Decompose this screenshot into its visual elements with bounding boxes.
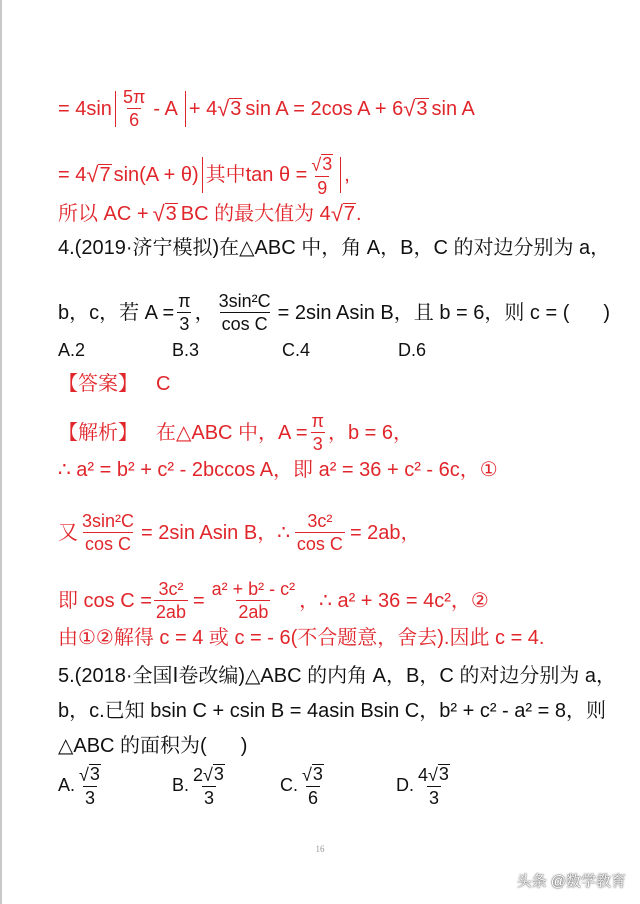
option-fraction xyxy=(77,764,103,807)
eq2-post: 其中tan θ = xyxy=(205,164,308,187)
option-label: C. xyxy=(280,775,298,796)
analysis-line-3 xyxy=(58,512,624,553)
analysis-line-1 xyxy=(58,412,624,453)
question-5-line-3 xyxy=(58,732,624,760)
option-d xyxy=(396,764,454,807)
conclusion-line xyxy=(58,200,624,228)
q4-l2-post: = 2sin Asin B，且 b = 6，则 c = ( xyxy=(277,301,570,324)
fraction-pi-3 xyxy=(176,292,192,333)
eq1-post2: sin A = 2cos A + 6 xyxy=(245,97,404,120)
fraction-denominator: 3 xyxy=(312,434,323,454)
question-5-text-2: b，c.已知 bsin C + csin B = 4asin Bsin C，b² + c² - a² = 8，则 xyxy=(58,700,606,722)
eq1-post3: sin A xyxy=(431,97,475,120)
concl-pre: 所以 AC + xyxy=(58,203,149,225)
analysis-line-4 xyxy=(58,580,624,621)
analysis-l3-mid: = 2sin Asin B，∴ xyxy=(141,521,290,544)
fraction-numerator: √ 3 xyxy=(311,154,333,175)
question-4-text: 4.(2019·济宁模拟)在△ABC 中，角 A，B，C 的对边分别为 a， xyxy=(58,237,611,259)
fraction-numerator: √ 3 xyxy=(302,764,323,785)
sqrt-3: √ 3 xyxy=(152,201,177,226)
fraction-denominator: cos C xyxy=(296,534,343,554)
paren-bar-left xyxy=(202,157,203,193)
eq2-mid: sin(A + θ) xyxy=(113,164,199,187)
fraction-denominator: cos C xyxy=(221,314,268,334)
sqrt-7: √ 7 xyxy=(86,162,111,188)
question-4-options xyxy=(58,337,618,363)
analysis-l3-post: = 2ab， xyxy=(349,521,421,544)
fraction-3sin2c-cosc xyxy=(80,512,136,553)
eq1-pre: = 4sin xyxy=(58,97,112,120)
equation-line-1 xyxy=(58,88,624,129)
q4-comma: ， xyxy=(194,301,215,324)
fraction-5pi-6 xyxy=(121,88,147,129)
paren-bar-right xyxy=(340,157,341,193)
sqrt-radicand: 3 xyxy=(165,203,177,225)
fraction-3sin2c-cosc xyxy=(217,292,273,333)
fraction-denominator: 2ab xyxy=(238,602,269,622)
fraction-denominator: 3 xyxy=(428,787,439,808)
option-a xyxy=(58,764,105,807)
fraction-numerator: π xyxy=(311,411,324,431)
option-d: D.6 xyxy=(398,340,427,360)
question-5-line-2 xyxy=(58,697,624,725)
option-b xyxy=(172,764,229,807)
sqrt-radicand: 3 xyxy=(213,764,224,784)
q5-close-paren: ) xyxy=(240,735,248,757)
sqrt-7: √ 7 xyxy=(330,201,356,226)
option-label: D. xyxy=(396,775,414,796)
analysis-l2: ∴ a² = b² + c² - 2bccos A，即 a² = 36 + c² - 6c，① xyxy=(58,459,498,481)
sqrt-radicand: 7 xyxy=(343,203,356,225)
analysis-l4-eq: = xyxy=(192,589,205,612)
answer-label: 【答案】 xyxy=(58,373,138,395)
fraction-numerator: 3c² xyxy=(158,579,184,599)
sqrt-3: √ 3 xyxy=(217,95,242,121)
eq1-mid: - A xyxy=(153,97,178,120)
concl-mid: BC 的最大值为 4 xyxy=(180,203,331,225)
analysis-label: 【解析】 xyxy=(58,421,138,444)
analysis-l3-pre: 又 xyxy=(58,521,78,544)
question-5-line-1 xyxy=(58,662,624,690)
fraction-denominator: 2ab xyxy=(155,602,186,622)
fraction-denominator: 9 xyxy=(317,177,328,198)
option-c xyxy=(280,764,328,807)
fraction-denominator: cos C xyxy=(85,534,132,554)
answer-line xyxy=(58,370,624,398)
sqrt-radicand: 3 xyxy=(416,97,428,120)
answer-value: C xyxy=(156,373,171,395)
fraction-denominator: 3 xyxy=(179,314,190,334)
analysis-l1-pre: 在△ABC 中，A = xyxy=(156,421,308,444)
fraction-numerator: a² + b² - c² xyxy=(211,579,296,599)
coefficient: 2 xyxy=(193,764,204,785)
fraction-denominator: 6 xyxy=(307,787,318,808)
analysis-l1-post: ，b = 6， xyxy=(327,421,414,444)
analysis-l4-pre: 即 cos C = xyxy=(58,589,152,612)
eq2-tail: , xyxy=(344,164,350,187)
fraction-pi-3 xyxy=(310,412,326,453)
question-4-line-2 xyxy=(58,292,624,333)
option-fraction xyxy=(191,764,227,807)
fraction-numerator: 4 √ 3 xyxy=(418,764,449,785)
sqrt-radicand: 3 xyxy=(230,97,242,120)
option-a: A.2 xyxy=(58,340,86,360)
q4-close-paren: ) xyxy=(603,301,611,324)
option-label: A. xyxy=(58,775,76,796)
sqrt-radicand: 3 xyxy=(438,764,449,784)
question-5-text-1: 5.(2018·全国Ⅰ卷改编)△ABC 的内角 A，B，C 的对边分别为 a， xyxy=(58,665,617,687)
fraction-cosine-law xyxy=(210,580,298,621)
paren-bar-right xyxy=(185,91,186,127)
concl-tail: . xyxy=(356,203,362,225)
sqrt-radicand: 3 xyxy=(89,764,100,784)
sqrt-radicand: 3 xyxy=(312,764,323,784)
eq2-pre: = 4 xyxy=(58,164,87,187)
fraction-numerator: 3sin²C xyxy=(82,511,135,531)
analysis-l4-post: ，∴ a² + 36 = 4c²，② xyxy=(299,589,489,612)
analysis-l5: 由①②解得 c = 4 或 c = - 6(不合题意，舍去).因此 c = 4. xyxy=(58,627,545,649)
fraction-denominator: 3 xyxy=(84,787,95,808)
page-edge xyxy=(0,0,2,904)
analysis-line-2 xyxy=(58,456,624,484)
option-label: B. xyxy=(172,775,190,796)
q4-l2-pre: b，c，若 A = xyxy=(58,301,175,324)
fraction-numerator: 2 √ 3 xyxy=(193,764,224,785)
analysis-line-5 xyxy=(58,624,624,652)
eq1-post1: + 4 xyxy=(188,97,218,120)
fraction-3c2-cosc xyxy=(295,512,345,553)
option-fraction xyxy=(300,764,326,807)
fraction-numerator: 3sin²C xyxy=(218,291,271,311)
option-b: B.3 xyxy=(172,340,200,360)
fraction-3c2-2ab xyxy=(154,580,188,621)
question-5-options xyxy=(58,764,618,820)
coefficient: 4 xyxy=(418,764,429,785)
sqrt-radicand: 7 xyxy=(99,164,111,187)
option-fraction xyxy=(416,764,452,807)
page-number: 16 xyxy=(315,844,325,854)
fraction-numerator: π xyxy=(178,291,191,311)
watermark: 头条 @数学教育 xyxy=(516,873,626,890)
fraction-numerator: 3c² xyxy=(307,511,333,531)
fraction-sqrt3-9 xyxy=(309,154,335,197)
paren-bar-left xyxy=(115,91,116,127)
question-4-line-1 xyxy=(58,234,624,262)
fraction-denominator: 6 xyxy=(129,110,140,130)
fraction-numerator: 5π xyxy=(122,87,146,107)
question-5-text-3: △ABC 的面积为( xyxy=(58,735,207,757)
fraction-numerator: √ 3 xyxy=(79,764,100,785)
sqrt-radicand: 3 xyxy=(322,154,333,174)
sqrt-3: √ 3 xyxy=(403,95,428,121)
option-c: C.4 xyxy=(282,340,311,360)
fraction-denominator: 3 xyxy=(203,787,214,808)
equation-line-2 xyxy=(58,154,624,197)
